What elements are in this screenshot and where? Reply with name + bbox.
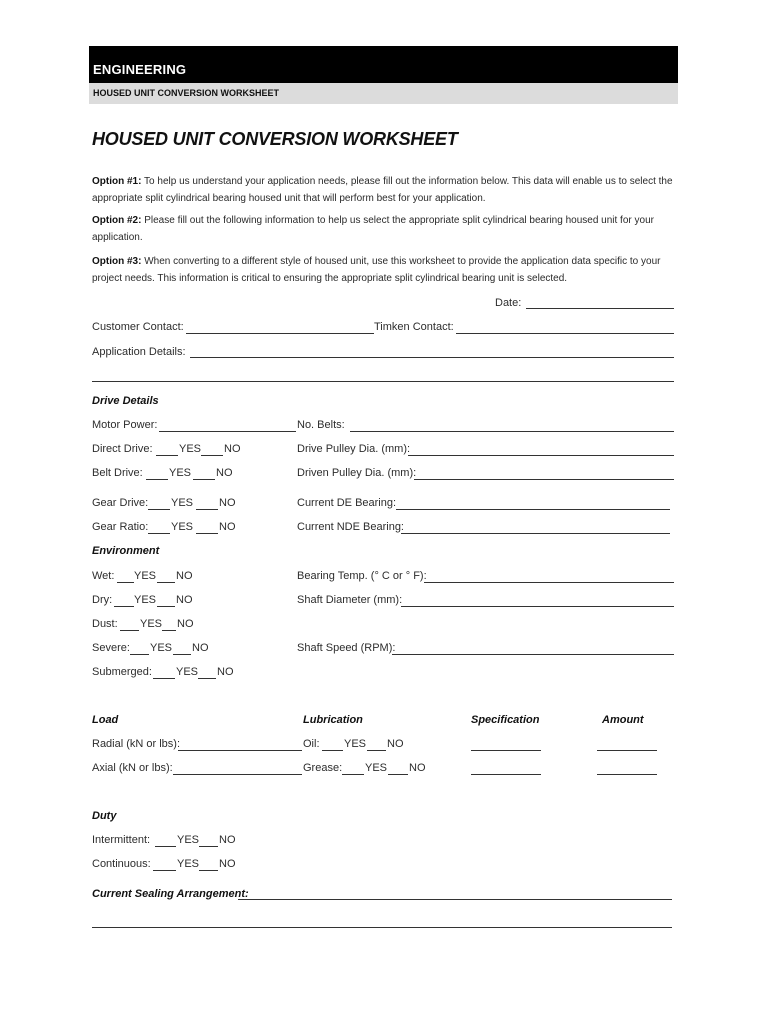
header-section-bar bbox=[89, 46, 678, 83]
oil-yes: YES bbox=[344, 738, 367, 750]
current-nde-bearing-label: Current NDE Bearing: bbox=[297, 521, 404, 533]
submerged-no-blank[interactable] bbox=[198, 678, 216, 679]
continuous-no: NO bbox=[219, 858, 236, 870]
current-de-bearing-field[interactable] bbox=[396, 509, 670, 510]
option-1-label: Option #1: bbox=[92, 176, 142, 187]
gear-drive-yes-blank[interactable] bbox=[148, 509, 170, 510]
belt-drive-yes: YES bbox=[169, 467, 192, 479]
header-subtitle: HOUSED UNIT CONVERSION WORKSHEET bbox=[93, 88, 280, 98]
dust-yes: YES bbox=[140, 618, 163, 630]
intermittent-label: Intermittent: bbox=[92, 834, 151, 846]
dust-yes-blank[interactable] bbox=[120, 630, 139, 631]
environment-heading: Environment bbox=[92, 545, 160, 557]
continuous-yes-blank[interactable] bbox=[153, 870, 176, 871]
amount-heading: Amount bbox=[602, 714, 644, 726]
option-3-label: Option #3: bbox=[92, 256, 142, 267]
gear-drive-no: NO bbox=[219, 497, 236, 509]
header-subtitle-bar bbox=[89, 83, 678, 104]
belt-drive-label: Belt Drive: bbox=[92, 467, 143, 479]
application-details-label: Application Details: bbox=[92, 346, 186, 358]
option-3-paragraph bbox=[92, 253, 678, 287]
oil-yes-blank[interactable] bbox=[322, 750, 343, 751]
timken-contact-field[interactable] bbox=[456, 333, 674, 334]
oil-label: Oil: bbox=[303, 738, 320, 750]
gear-drive-label: Gear Drive: bbox=[92, 497, 149, 509]
date-field[interactable] bbox=[526, 308, 674, 309]
wet-label: Wet: bbox=[92, 570, 115, 582]
continuous-no-blank[interactable] bbox=[199, 870, 218, 871]
dust-no: NO bbox=[177, 618, 194, 630]
grease-no-blank[interactable] bbox=[388, 774, 408, 775]
wet-no-blank[interactable] bbox=[157, 582, 175, 583]
bearing-temp-label: Bearing Temp. (° C or ° F): bbox=[297, 570, 427, 582]
grease-specification-field[interactable] bbox=[471, 774, 541, 775]
continuous-yes: YES bbox=[177, 858, 200, 870]
direct-drive-no-blank[interactable] bbox=[201, 455, 223, 456]
shaft-speed-field[interactable] bbox=[392, 654, 674, 655]
option-3-text-line1: When converting to a different style of housed unit, use this worksheet to provide the application data specific to your bbox=[141, 256, 661, 267]
header-section-title: ENGINEERING bbox=[93, 62, 187, 77]
date-label: Date: bbox=[495, 297, 522, 309]
direct-drive-yes: YES bbox=[179, 443, 202, 455]
axial-label: Axial (kN or lbs): bbox=[92, 762, 173, 774]
dry-no: NO bbox=[176, 594, 193, 606]
radial-field[interactable] bbox=[178, 750, 302, 751]
axial-field[interactable] bbox=[173, 774, 302, 775]
current-de-bearing-label: Current DE Bearing: bbox=[297, 497, 397, 509]
application-details-field-2[interactable] bbox=[92, 381, 674, 382]
customer-contact-field[interactable] bbox=[186, 333, 374, 334]
motor-power-label: Motor Power: bbox=[92, 419, 158, 431]
shaft-diameter-field[interactable] bbox=[401, 606, 674, 607]
severe-yes-blank[interactable] bbox=[130, 654, 149, 655]
grease-yes: YES bbox=[365, 762, 388, 774]
oil-specification-field[interactable] bbox=[471, 750, 541, 751]
severe-no: NO bbox=[192, 642, 209, 654]
option-2-text-line2: application. bbox=[92, 232, 143, 243]
grease-amount-field[interactable] bbox=[597, 774, 657, 775]
gear-ratio-label: Gear Ratio: bbox=[92, 521, 149, 533]
grease-label: Grease: bbox=[303, 762, 343, 774]
bearing-temp-field[interactable] bbox=[424, 582, 674, 583]
direct-drive-label: Direct Drive: bbox=[92, 443, 153, 455]
gear-ratio-yes: YES bbox=[171, 521, 194, 533]
option-2-label: Option #2: bbox=[92, 215, 142, 226]
wet-yes-blank[interactable] bbox=[117, 582, 134, 583]
gear-drive-no-blank[interactable] bbox=[196, 509, 218, 510]
drive-pulley-field[interactable] bbox=[408, 455, 674, 456]
continuous-label: Continuous: bbox=[92, 858, 151, 870]
no-belts-field[interactable] bbox=[350, 431, 674, 432]
oil-no-blank[interactable] bbox=[367, 750, 386, 751]
customer-contact-label: Customer Contact: bbox=[92, 321, 184, 333]
radial-label: Radial (kN or lbs): bbox=[92, 738, 181, 750]
sealing-arrangement-label: Current Sealing Arrangement: bbox=[92, 888, 249, 900]
drive-details-heading: Drive Details bbox=[92, 395, 159, 407]
shaft-diameter-label: Shaft Diameter (mm): bbox=[297, 594, 403, 606]
intermittent-no-blank[interactable] bbox=[199, 846, 218, 847]
option-3-text-line2: project needs. This information is critical to ensuring the appropriate split cylindrical bearing unit is selected. bbox=[92, 273, 568, 284]
direct-drive-no: NO bbox=[224, 443, 241, 455]
option-2-text-line1: Please fill out the following information to help us select the appropriate split cylindrical bearing housed unit for your bbox=[141, 215, 654, 226]
page-title: HOUSED UNIT CONVERSION WORKSHEET bbox=[92, 129, 458, 149]
belt-drive-no-blank[interactable] bbox=[193, 479, 215, 480]
submerged-yes: YES bbox=[176, 666, 199, 678]
driven-pulley-field[interactable] bbox=[414, 479, 674, 480]
specification-heading: Specification bbox=[471, 714, 540, 726]
belt-drive-no: NO bbox=[216, 467, 233, 479]
submerged-no: NO bbox=[217, 666, 234, 678]
wet-yes: YES bbox=[134, 570, 157, 582]
dry-no-blank[interactable] bbox=[157, 606, 175, 607]
dry-label: Dry: bbox=[92, 594, 113, 606]
grease-no: NO bbox=[409, 762, 426, 774]
oil-no: NO bbox=[387, 738, 404, 750]
gear-ratio-no: NO bbox=[219, 521, 236, 533]
direct-drive-yes-blank[interactable] bbox=[156, 455, 178, 456]
grease-yes-blank[interactable] bbox=[342, 774, 364, 775]
option-1-text-line2: appropriate split cylindrical bearing housed unit that will perform best for your application. bbox=[92, 193, 486, 204]
option-1-text-line1: To help us understand your application needs, please fill out the information below. This data will enable us to select the bbox=[141, 176, 673, 187]
duty-heading: Duty bbox=[92, 810, 117, 822]
intermittent-yes-blank[interactable] bbox=[155, 846, 176, 847]
shaft-speed-label: Shaft Speed (RPM): bbox=[297, 642, 396, 654]
sealing-arrangement-field[interactable] bbox=[238, 899, 672, 900]
option-2-paragraph bbox=[92, 212, 678, 246]
motor-power-field[interactable] bbox=[159, 431, 296, 432]
gear-ratio-no-blank[interactable] bbox=[196, 533, 218, 534]
dust-no-blank[interactable] bbox=[162, 630, 176, 631]
severe-label: Severe: bbox=[92, 642, 130, 654]
oil-amount-field[interactable] bbox=[597, 750, 657, 751]
application-details-field[interactable] bbox=[190, 357, 674, 358]
dry-yes-blank[interactable] bbox=[114, 606, 134, 607]
gear-drive-yes: YES bbox=[171, 497, 194, 509]
intermittent-yes: YES bbox=[177, 834, 200, 846]
current-nde-bearing-field[interactable] bbox=[401, 533, 670, 534]
dry-yes: YES bbox=[134, 594, 157, 606]
severe-no-blank[interactable] bbox=[173, 654, 191, 655]
sealing-arrangement-field-2[interactable] bbox=[92, 927, 672, 928]
belt-drive-yes-blank[interactable] bbox=[146, 479, 168, 480]
option-1-paragraph bbox=[92, 173, 678, 207]
driven-pulley-label: Driven Pulley Dia. (mm): bbox=[297, 467, 417, 479]
gear-ratio-yes-blank[interactable] bbox=[148, 533, 170, 534]
drive-pulley-label: Drive Pulley Dia. (mm): bbox=[297, 443, 411, 455]
submerged-label: Submerged: bbox=[92, 666, 152, 678]
wet-no: NO bbox=[176, 570, 193, 582]
dust-label: Dust: bbox=[92, 618, 118, 630]
load-heading: Load bbox=[92, 714, 119, 726]
submerged-yes-blank[interactable] bbox=[153, 678, 175, 679]
intermittent-no: NO bbox=[219, 834, 236, 846]
timken-contact-label: Timken Contact: bbox=[374, 321, 454, 333]
severe-yes: YES bbox=[150, 642, 173, 654]
no-belts-label: No. Belts: bbox=[297, 419, 345, 431]
lubrication-heading: Lubrication bbox=[303, 714, 363, 726]
